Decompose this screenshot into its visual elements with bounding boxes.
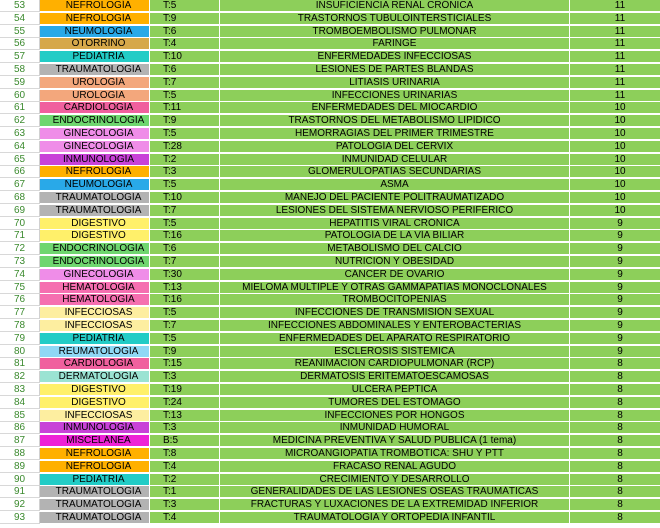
specialty-cell[interactable]: NEFROLOGÍA — [40, 13, 150, 25]
table-row[interactable] — [0, 90, 660, 102]
count-cell[interactable]: 9 — [570, 230, 660, 242]
row-number[interactable]: 70 — [0, 218, 40, 230]
table-row[interactable] — [0, 397, 660, 409]
topic-cell[interactable]: T:9 — [150, 13, 220, 25]
count-cell[interactable]: 10 — [570, 179, 660, 191]
specialty-cell[interactable]: INFECCIOSAS — [40, 410, 150, 422]
topic-cell[interactable]: T:5 — [150, 90, 220, 102]
specialty-cell[interactable]: ENDOCRINOLOGÍA — [40, 256, 150, 268]
row-number[interactable]: 61 — [0, 102, 40, 114]
topic-cell[interactable]: T:16 — [150, 230, 220, 242]
topic-cell[interactable]: T:5 — [150, 0, 220, 12]
topic-name-cell[interactable]: LITIASIS URINARIA — [220, 77, 570, 89]
topic-cell[interactable]: T:4 — [150, 38, 220, 50]
topic-cell[interactable]: T:13 — [150, 282, 220, 294]
row-number[interactable]: 90 — [0, 474, 40, 486]
table-row[interactable] — [0, 179, 660, 191]
topic-name-cell[interactable]: INMUNIDAD CELULAR — [220, 154, 570, 166]
specialty-cell[interactable]: DIGESTIVO — [40, 230, 150, 242]
row-number[interactable]: 59 — [0, 77, 40, 89]
table-row[interactable] — [0, 64, 660, 76]
table-row[interactable] — [0, 346, 660, 358]
count-cell[interactable]: 9 — [570, 333, 660, 345]
table-row[interactable] — [0, 410, 660, 422]
topic-cell[interactable]: T:7 — [150, 205, 220, 217]
specialty-cell[interactable]: GINECOLOGÍA — [40, 269, 150, 281]
table-row[interactable] — [0, 486, 660, 498]
specialty-cell[interactable]: MISCELÁNEA — [40, 435, 150, 447]
topic-name-cell[interactable]: DERMATOSIS ERITEMATOESCAMOSAS — [220, 371, 570, 383]
table-row[interactable] — [0, 461, 660, 473]
table-row[interactable] — [0, 154, 660, 166]
topic-cell[interactable]: T:15 — [150, 358, 220, 370]
count-cell[interactable]: 11 — [570, 51, 660, 63]
table-row[interactable] — [0, 435, 660, 447]
table-row[interactable] — [0, 0, 660, 12]
table-row[interactable] — [0, 205, 660, 217]
row-number[interactable]: 84 — [0, 397, 40, 409]
specialty-cell[interactable]: NEUMOLOGÍA — [40, 26, 150, 38]
specialty-cell[interactable]: INMUNOLOGÍA — [40, 422, 150, 434]
table-row[interactable] — [0, 269, 660, 281]
specialty-cell[interactable]: TRAUMATOLOGÍA — [40, 499, 150, 511]
specialty-cell[interactable]: NEFROLOGÍA — [40, 448, 150, 460]
row-number[interactable]: 54 — [0, 13, 40, 25]
topic-cell[interactable]: T:5 — [150, 128, 220, 140]
specialty-cell[interactable]: TRAUMATOLOGÍA — [40, 486, 150, 498]
topic-cell[interactable]: T:1 — [150, 486, 220, 498]
count-cell[interactable]: 10 — [570, 141, 660, 153]
specialty-cell[interactable]: NEFROLOGÍA — [40, 0, 150, 12]
row-number[interactable]: 81 — [0, 358, 40, 370]
topic-cell[interactable]: T:4 — [150, 512, 220, 524]
topic-cell[interactable]: T:4 — [150, 461, 220, 473]
topic-name-cell[interactable]: CÁNCER DE OVARIO — [220, 269, 570, 281]
specialty-cell[interactable]: CARDIOLOGÍA — [40, 358, 150, 370]
specialty-cell[interactable]: DIGESTIVO — [40, 384, 150, 396]
topic-name-cell[interactable]: ENFERMEDADES DEL MIOCARDIO — [220, 102, 570, 114]
topic-name-cell[interactable]: TRAUMATOLOGÍA Y ORTOPEDIA INFANTIL — [220, 512, 570, 524]
specialty-cell[interactable]: REUMATOLOGÍA — [40, 346, 150, 358]
count-cell[interactable]: 11 — [570, 0, 660, 12]
row-number[interactable]: 66 — [0, 166, 40, 178]
topic-name-cell[interactable]: TROMBOEMBOLISMO PULMONAR — [220, 26, 570, 38]
table-row[interactable] — [0, 256, 660, 268]
table-row[interactable] — [0, 384, 660, 396]
topic-cell[interactable]: T:3 — [150, 422, 220, 434]
table-row[interactable] — [0, 320, 660, 332]
specialty-cell[interactable]: PEDIATRÍA — [40, 333, 150, 345]
row-number[interactable]: 67 — [0, 179, 40, 191]
topic-name-cell[interactable]: GENERALIDADES DE LAS LESIONES ÓSEAS TRAUMÁTICAS — [220, 486, 570, 498]
row-number[interactable]: 83 — [0, 384, 40, 396]
row-number[interactable]: 82 — [0, 371, 40, 383]
specialty-cell[interactable]: HEMATOLOGÍA — [40, 282, 150, 294]
specialty-cell[interactable]: GINECOLOGÍA — [40, 128, 150, 140]
count-cell[interactable]: 8 — [570, 384, 660, 396]
table-row[interactable] — [0, 371, 660, 383]
specialty-cell[interactable]: PEDIATRÍA — [40, 474, 150, 486]
row-number[interactable]: 73 — [0, 256, 40, 268]
topic-cell[interactable]: T:13 — [150, 410, 220, 422]
row-number[interactable]: 63 — [0, 128, 40, 140]
row-number[interactable]: 78 — [0, 320, 40, 332]
specialty-cell[interactable]: PEDIATRÍA — [40, 51, 150, 63]
topic-cell[interactable]: T:6 — [150, 26, 220, 38]
row-number[interactable]: 88 — [0, 448, 40, 460]
count-cell[interactable]: 8 — [570, 397, 660, 409]
count-cell[interactable]: 11 — [570, 90, 660, 102]
count-cell[interactable]: 8 — [570, 422, 660, 434]
topic-name-cell[interactable]: CRECIMIENTO Y DESARROLLO — [220, 474, 570, 486]
topic-cell[interactable]: T:8 — [150, 448, 220, 460]
count-cell[interactable]: 9 — [570, 243, 660, 255]
topic-name-cell[interactable]: INFECCIONES POR HONGOS — [220, 410, 570, 422]
count-cell[interactable]: 8 — [570, 435, 660, 447]
count-cell[interactable]: 10 — [570, 154, 660, 166]
specialty-cell[interactable]: NEFROLOGÍA — [40, 461, 150, 473]
row-number[interactable]: 57 — [0, 51, 40, 63]
topic-cell[interactable]: T:19 — [150, 384, 220, 396]
table-row[interactable] — [0, 38, 660, 50]
count-cell[interactable]: 11 — [570, 64, 660, 76]
table-row[interactable] — [0, 333, 660, 345]
row-number[interactable]: 72 — [0, 243, 40, 255]
topic-cell[interactable]: B:5 — [150, 435, 220, 447]
topic-name-cell[interactable]: FARINGE — [220, 38, 570, 50]
count-cell[interactable]: 9 — [570, 294, 660, 306]
topic-name-cell[interactable]: LESIONES DEL SISTEMA NERVIOSO PERIFÉRICO — [220, 205, 570, 217]
count-cell[interactable]: 8 — [570, 371, 660, 383]
count-cell[interactable]: 8 — [570, 486, 660, 498]
row-number[interactable]: 79 — [0, 333, 40, 345]
table-row[interactable] — [0, 230, 660, 242]
topic-name-cell[interactable]: INFECCIONES URINARIAS — [220, 90, 570, 102]
specialty-cell[interactable]: NEUMOLOGÍA — [40, 179, 150, 191]
count-cell[interactable]: 11 — [570, 13, 660, 25]
topic-name-cell[interactable]: TRASTORNOS DEL METABOLISMO LIPÍDICO — [220, 115, 570, 127]
count-cell[interactable]: 10 — [570, 166, 660, 178]
topic-name-cell[interactable]: PATOLOGÍA DEL CÉRVIX — [220, 141, 570, 153]
topic-cell[interactable]: T:11 — [150, 102, 220, 114]
count-cell[interactable]: 8 — [570, 474, 660, 486]
topic-name-cell[interactable]: FRACTURAS Y LUXACIONES DE LA EXTREMIDAD INFERIOR — [220, 499, 570, 511]
topic-cell[interactable]: T:24 — [150, 397, 220, 409]
count-cell[interactable]: 8 — [570, 410, 660, 422]
row-number[interactable]: 86 — [0, 422, 40, 434]
count-cell[interactable]: 10 — [570, 205, 660, 217]
row-number[interactable]: 87 — [0, 435, 40, 447]
topic-cell[interactable]: T:10 — [150, 51, 220, 63]
table-row[interactable] — [0, 141, 660, 153]
table-row[interactable] — [0, 448, 660, 460]
topic-cell[interactable]: T:28 — [150, 141, 220, 153]
table-row[interactable] — [0, 13, 660, 25]
topic-name-cell[interactable]: ESCLEROSIS SISTÉMICA — [220, 346, 570, 358]
specialty-cell[interactable]: HEMATOLOGÍA — [40, 294, 150, 306]
row-number[interactable]: 58 — [0, 64, 40, 76]
specialty-cell[interactable]: NEFROLOGÍA — [40, 166, 150, 178]
topic-cell[interactable]: T:3 — [150, 499, 220, 511]
table-row[interactable] — [0, 499, 660, 511]
specialty-cell[interactable]: TRAUMATOLOGÍA — [40, 192, 150, 204]
topic-name-cell[interactable]: NUTRICIÓN Y OBESIDAD — [220, 256, 570, 268]
table-row[interactable] — [0, 218, 660, 230]
row-number[interactable]: 75 — [0, 282, 40, 294]
topic-cell[interactable]: T:30 — [150, 269, 220, 281]
topic-cell[interactable]: T:5 — [150, 179, 220, 191]
row-number[interactable]: 92 — [0, 499, 40, 511]
topic-cell[interactable]: T:5 — [150, 218, 220, 230]
topic-name-cell[interactable]: FRACASO RENAL AGUDO — [220, 461, 570, 473]
count-cell[interactable]: 11 — [570, 77, 660, 89]
topic-name-cell[interactable]: TROMBOCITOPENIAS — [220, 294, 570, 306]
table-row[interactable] — [0, 166, 660, 178]
topic-cell[interactable]: T:7 — [150, 77, 220, 89]
specialty-cell[interactable]: UROLOGÍA — [40, 90, 150, 102]
topic-name-cell[interactable]: ÚLCERA PÉPTICA — [220, 384, 570, 396]
topic-name-cell[interactable]: HEPATITIS VIRAL CRÓNICA — [220, 218, 570, 230]
table-row[interactable] — [0, 51, 660, 63]
specialty-cell[interactable]: OTORRINO — [40, 38, 150, 50]
row-number[interactable]: 71 — [0, 230, 40, 242]
count-cell[interactable]: 9 — [570, 320, 660, 332]
topic-name-cell[interactable]: TUMORES DEL ESTÓMAGO — [220, 397, 570, 409]
row-number[interactable]: 60 — [0, 90, 40, 102]
specialty-cell[interactable]: DIGESTIVO — [40, 218, 150, 230]
count-cell[interactable]: 8 — [570, 499, 660, 511]
row-number[interactable]: 74 — [0, 269, 40, 281]
row-number[interactable]: 89 — [0, 461, 40, 473]
topic-cell[interactable]: T:9 — [150, 346, 220, 358]
count-cell[interactable]: 9 — [570, 269, 660, 281]
topic-cell[interactable]: T:10 — [150, 192, 220, 204]
topic-name-cell[interactable]: MEDICINA PREVENTIVA Y SALUD PÚBLICA (1 tema) — [220, 435, 570, 447]
table-row[interactable] — [0, 243, 660, 255]
specialty-cell[interactable]: GINECOLOGÍA — [40, 141, 150, 153]
count-cell[interactable]: 8 — [570, 461, 660, 473]
row-number[interactable]: 56 — [0, 38, 40, 50]
topic-name-cell[interactable]: MICROANGIOPATÍA TROMBÓTICA: SHU Y PTT — [220, 448, 570, 460]
row-number[interactable]: 69 — [0, 205, 40, 217]
specialty-cell[interactable]: TRAUMATOLOGÍA — [40, 205, 150, 217]
topic-name-cell[interactable]: MANEJO DEL PACIENTE POLITRAUMATIZADO — [220, 192, 570, 204]
row-number[interactable]: 53 — [0, 0, 40, 12]
topic-cell[interactable]: T:5 — [150, 333, 220, 345]
count-cell[interactable]: 10 — [570, 192, 660, 204]
count-cell[interactable]: 9 — [570, 218, 660, 230]
table-row[interactable] — [0, 512, 660, 524]
table-row[interactable] — [0, 128, 660, 140]
specialty-cell[interactable]: TRAUMATOLOGÍA — [40, 512, 150, 524]
topic-cell[interactable]: T:2 — [150, 154, 220, 166]
row-number[interactable]: 80 — [0, 346, 40, 358]
count-cell[interactable]: 9 — [570, 282, 660, 294]
table-row[interactable] — [0, 474, 660, 486]
count-cell[interactable]: 10 — [570, 115, 660, 127]
count-cell[interactable]: 9 — [570, 256, 660, 268]
topic-name-cell[interactable]: REANIMACIÓN CARDIOPULMONAR (RCP) — [220, 358, 570, 370]
topic-cell[interactable]: T:9 — [150, 115, 220, 127]
topic-name-cell[interactable]: ENFERMEDADES DEL APARATO RESPIRATORIO — [220, 333, 570, 345]
specialty-cell[interactable]: ENDOCRINOLOGÍA — [40, 115, 150, 127]
topic-name-cell[interactable]: METABOLISMO DEL CALCIO — [220, 243, 570, 255]
table-row[interactable] — [0, 115, 660, 127]
topic-name-cell[interactable]: GLOMERULOPATÍAS SECUNDARIAS — [220, 166, 570, 178]
topic-cell[interactable]: T:16 — [150, 294, 220, 306]
count-cell[interactable]: 8 — [570, 358, 660, 370]
topic-name-cell[interactable]: TRASTORNOS TUBULOINTERSTICIALES — [220, 13, 570, 25]
row-number[interactable]: 85 — [0, 410, 40, 422]
topic-name-cell[interactable]: HEMORRAGIAS DEL PRIMER TRIMESTRE — [220, 128, 570, 140]
row-number[interactable]: 65 — [0, 154, 40, 166]
table-row[interactable] — [0, 26, 660, 38]
row-number[interactable]: 68 — [0, 192, 40, 204]
count-cell[interactable]: 8 — [570, 512, 660, 524]
specialty-cell[interactable]: DIGESTIVO — [40, 397, 150, 409]
topic-cell[interactable]: T:6 — [150, 64, 220, 76]
specialty-cell[interactable]: ENDOCRINOLOGÍA — [40, 243, 150, 255]
topic-cell[interactable]: T:7 — [150, 320, 220, 332]
count-cell[interactable]: 9 — [570, 346, 660, 358]
table-row[interactable] — [0, 358, 660, 370]
topic-name-cell[interactable]: INFECCIONES ABDOMINALES Y ENTEROBACTERIAS — [220, 320, 570, 332]
count-cell[interactable]: 11 — [570, 26, 660, 38]
count-cell[interactable]: 10 — [570, 102, 660, 114]
topic-name-cell[interactable]: INFECCIONES DE TRANSMISIÓN SEXUAL — [220, 307, 570, 319]
row-number[interactable]: 55 — [0, 26, 40, 38]
row-number[interactable]: 77 — [0, 307, 40, 319]
count-cell[interactable]: 9 — [570, 307, 660, 319]
topic-name-cell[interactable]: INMUNIDAD HUMORAL — [220, 422, 570, 434]
topic-name-cell[interactable]: ENFERMEDADES INFECCIOSAS — [220, 51, 570, 63]
topic-cell[interactable]: T:6 — [150, 243, 220, 255]
topic-cell[interactable]: T:3 — [150, 166, 220, 178]
specialty-cell[interactable]: UROLOGÍA — [40, 77, 150, 89]
topic-cell[interactable]: T:2 — [150, 474, 220, 486]
topic-name-cell[interactable]: MIELOMA MÚLTIPLE Y OTRAS GAMMAPATÍAS MONOCLONALES — [220, 282, 570, 294]
count-cell[interactable]: 11 — [570, 38, 660, 50]
row-number[interactable]: 91 — [0, 486, 40, 498]
table-row[interactable] — [0, 192, 660, 204]
table-row[interactable] — [0, 77, 660, 89]
row-number[interactable]: 64 — [0, 141, 40, 153]
topic-cell[interactable]: T:3 — [150, 371, 220, 383]
table-row[interactable] — [0, 294, 660, 306]
table-row[interactable] — [0, 307, 660, 319]
specialty-cell[interactable]: INFECCIOSAS — [40, 320, 150, 332]
row-number[interactable]: 93 — [0, 512, 40, 524]
topic-name-cell[interactable]: INSUFICIENCIA RENAL CRÓNICA — [220, 0, 570, 12]
topic-name-cell[interactable]: PATOLOGÍA DE LA VÍA BILIAR — [220, 230, 570, 242]
specialty-cell[interactable]: DERMATOLOGÍA — [40, 371, 150, 383]
topic-name-cell[interactable]: LESIONES DE PARTES BLANDAS — [220, 64, 570, 76]
table-row[interactable] — [0, 102, 660, 114]
topic-cell[interactable]: T:5 — [150, 307, 220, 319]
table-row[interactable] — [0, 422, 660, 434]
topic-cell[interactable]: T:7 — [150, 256, 220, 268]
specialty-cell[interactable]: INFECCIOSAS — [40, 307, 150, 319]
count-cell[interactable]: 8 — [570, 448, 660, 460]
row-number[interactable]: 76 — [0, 294, 40, 306]
row-number[interactable]: 62 — [0, 115, 40, 127]
specialty-cell[interactable]: TRAUMATOLOGÍA — [40, 64, 150, 76]
count-cell[interactable]: 10 — [570, 128, 660, 140]
specialty-cell[interactable]: INMUNOLOGÍA — [40, 154, 150, 166]
specialty-cell[interactable]: CARDIOLOGÍA — [40, 102, 150, 114]
topic-name-cell[interactable]: ASMA — [220, 179, 570, 191]
table-row[interactable] — [0, 282, 660, 294]
